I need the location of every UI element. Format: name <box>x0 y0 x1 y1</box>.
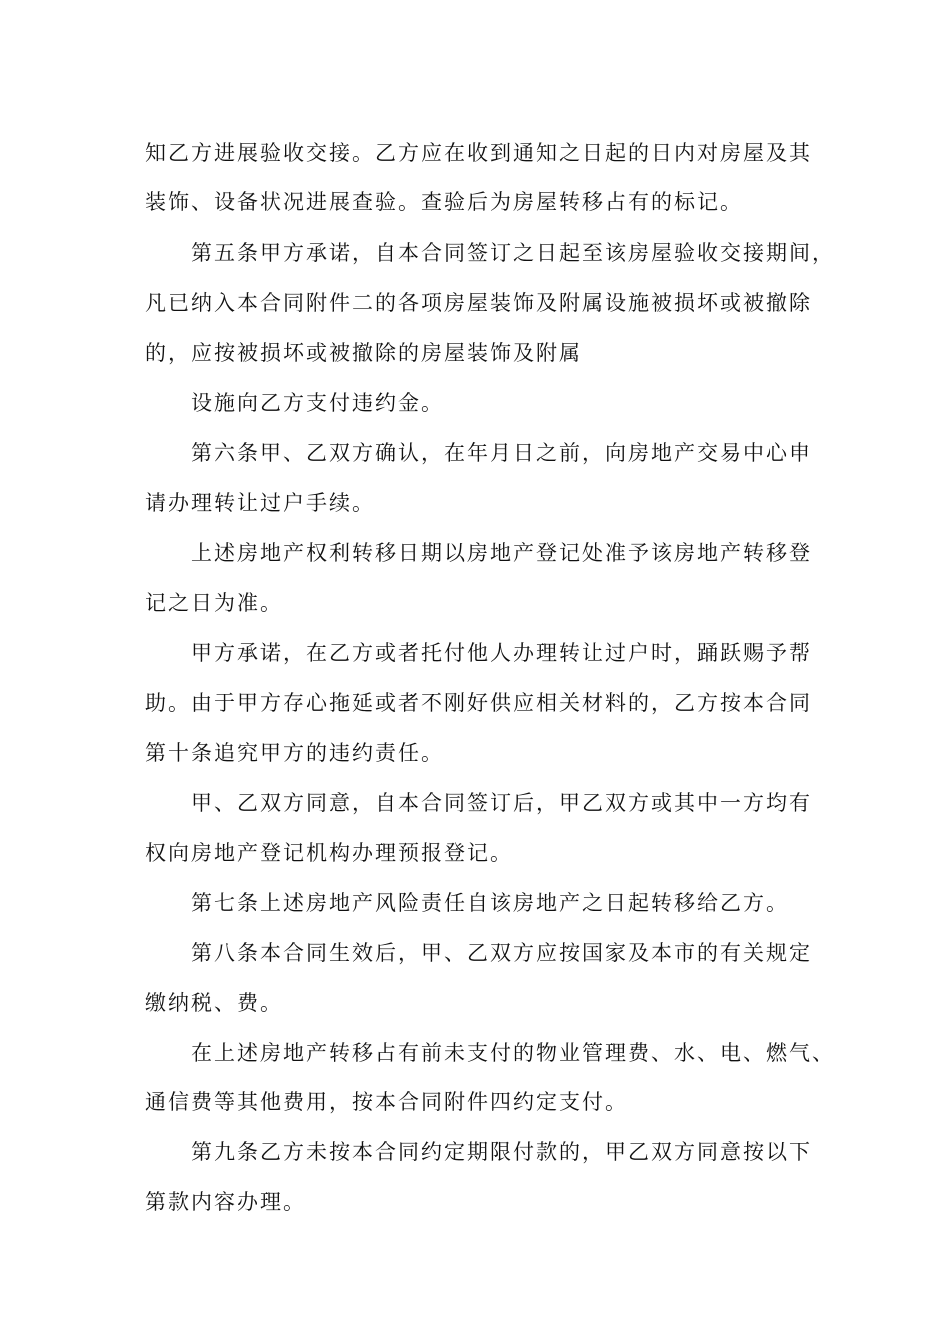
text-line: 第五条甲方承诺，自本合同签订之日起至该房屋验收交接期间， <box>191 241 835 265</box>
text-line: 记之日为准。 <box>145 591 283 615</box>
text-line: 在上述房地产转移占有前未支付的物业管理费、水、电、燃气、 <box>191 1041 835 1065</box>
text-line: 上述房地产权利转移日期以房地产登记处准予该房地产转移登 <box>191 541 812 565</box>
text-line: 权向房地产登记机构办理预报登记。 <box>145 841 513 865</box>
text-line: 凡已纳入本合同附件二的各项房屋装饰及附属设施被损坏或被撤除 <box>145 291 812 315</box>
text-line: 设施向乙方支付违约金。 <box>191 391 444 415</box>
text-line: 知乙方进展验收交接。乙方应在收到通知之日起的日内对房屋及其 <box>145 141 812 165</box>
text-line: 第款内容办理。 <box>145 1190 306 1214</box>
text-line: 装饰、设备状况进展查验。查验后为房屋转移占有的标记。 <box>145 190 743 214</box>
text-line: 第九条乙方未按本合同约定期限付款的，甲乙双方同意按以下 <box>191 1140 812 1164</box>
text-line: 第十条追究甲方的违约责任。 <box>145 741 444 765</box>
text-line: 第八条本合同生效后，甲、乙双方应按国家及本市的有关规定 <box>191 941 812 965</box>
text-line: 甲方承诺，在乙方或者托付他人办理转让过户时，踊跃赐予帮 <box>191 641 812 665</box>
text-line: 第七条上述房地产风险责任自该房地产之日起转移给乙方。 <box>191 891 789 915</box>
text-line: 缴纳税、费。 <box>145 991 283 1015</box>
text-line: 的，应按被损坏或被撤除的房屋装饰及附属 <box>145 341 582 365</box>
text-line: 请办理转让过户手续。 <box>145 491 375 515</box>
text-line: 第六条甲、乙双方确认，在年月日之前，向房地产交易中心申 <box>191 441 812 465</box>
text-line: 通信费等其他费用，按本合同附件四约定支付。 <box>145 1090 628 1114</box>
text-line: 甲、乙双方同意，自本合同签订后，甲乙双方或其中一方均有 <box>191 791 812 815</box>
text-line: 助。由于甲方存心拖延或者不刚好供应相关材料的，乙方按本合同 <box>145 691 812 715</box>
